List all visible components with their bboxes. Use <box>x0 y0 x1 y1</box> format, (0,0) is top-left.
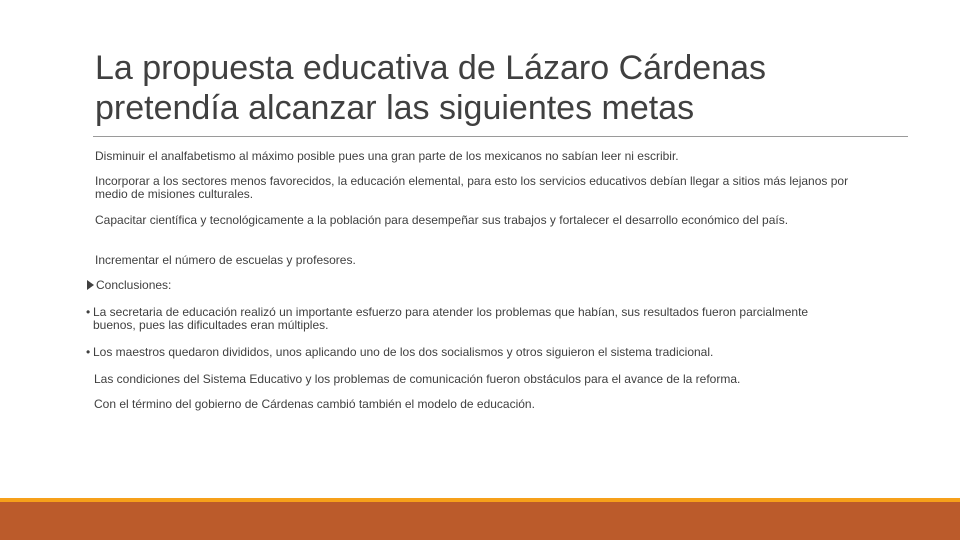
conclusions-heading-text: Conclusiones: <box>96 278 172 292</box>
footer-bar <box>0 502 960 540</box>
goal-paragraph-3: Capacitar científica y tecnológicamente a la población para desempeñar sus trabajos y fortalecer el desarrollo económico del país. <box>95 213 789 227</box>
conclusion-bullet-text: La secretaria de educación realizó un importante esfuerzo para atender los problemas que habían, sus resultados fueron parcialmente buenos, pues las dificultades eran múltiples. <box>93 305 809 332</box>
closing-paragraph-1: Las condiciones del Sistema Educativo y los problemas de comunicación fueron obstáculos para el avance de la reforma. <box>94 372 741 386</box>
slide-title-line-1: La propuesta educativa de Lázaro Cárdenas <box>95 49 767 87</box>
bullet-dot-icon: • <box>86 345 91 359</box>
closing-paragraph-2: Con el término del gobierno de Cárdenas cambió también el modelo de educación. <box>94 397 535 411</box>
goal-paragraph-1: Disminuir el analfabetismo al máximo posible pues una gran parte de los mexicanos no sabían leer ni escribir. <box>95 149 679 163</box>
conclusion-bullet-2 <box>86 346 846 359</box>
arrow-bullet-icon <box>87 280 94 290</box>
conclusions-heading <box>87 278 171 292</box>
conclusion-bullet-text: Los maestros quedaron divididos, unos aplicando uno de los dos socialismos y otros siguieron el sistema tradicional. <box>93 345 714 359</box>
goal-paragraph-4: Incrementar el número de escuelas y profesores. <box>95 253 356 267</box>
conclusion-bullet-1 <box>86 306 846 331</box>
goal-paragraph-2: Incorporar a los sectores menos favorecidos, la educación elemental, para esto los servicios educativos debían llegar a sitios más lejanos por medio de misiones culturales. <box>95 174 849 201</box>
slide-title-line-2: pretendía alcanzar las siguientes metas <box>95 89 695 127</box>
bullet-dot-icon: • <box>86 305 91 319</box>
